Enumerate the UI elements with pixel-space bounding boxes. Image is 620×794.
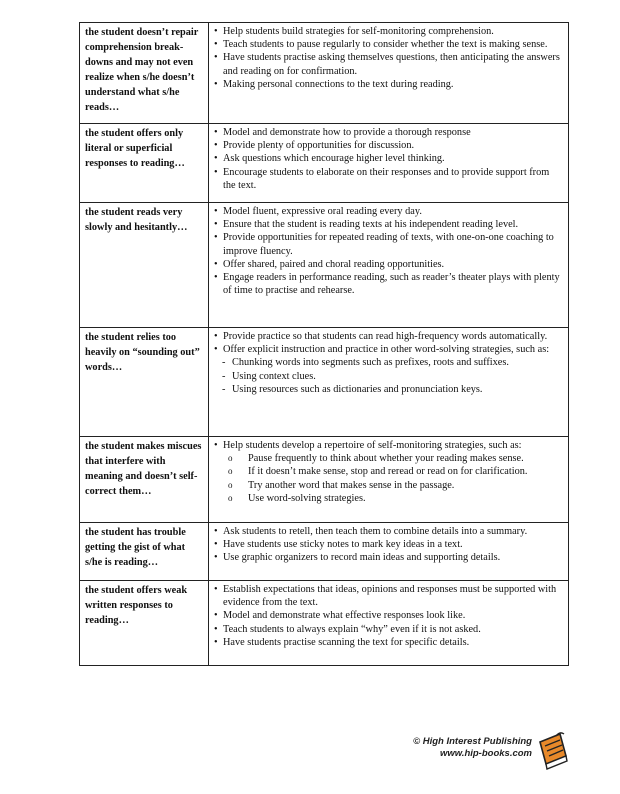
strategy-text: Offer explicit instruction and practice in other word-solving strategies, such as: xyxy=(223,344,550,356)
strategy-text: Provide opportunities for repeated reading of texts, with one-on-one coaching to improve fluency. xyxy=(223,232,554,257)
strategy-item xyxy=(214,126,563,139)
strategy-item xyxy=(214,636,563,649)
bullet-marker: • xyxy=(214,232,218,244)
bullet-marker: • xyxy=(214,623,218,635)
publisher-name: © High Interest Publishing xyxy=(413,736,532,747)
strategy-text: Using resources such as dictionaries and pronunciation keys. xyxy=(232,383,483,395)
strategy-text: Ensure that the student is reading texts at his independent reading level. xyxy=(223,219,519,231)
strategy-text: Encourage students to elaborate on their responses and to provide support from the text. xyxy=(223,166,550,191)
strategy-item xyxy=(214,258,563,271)
strategy-text: Teach students to pause regularly to consider whether the text is making sense. xyxy=(223,39,548,51)
strategy-text: Ask questions which encourage higher level thinking. xyxy=(223,153,445,165)
strategy-item xyxy=(214,439,563,452)
strategy-text: Help students build strategies for self-monitoring comprehension. xyxy=(223,26,494,37)
strategy-item xyxy=(214,139,563,152)
bullet-marker: • xyxy=(214,52,218,64)
strategy-subitem xyxy=(214,370,563,383)
strategy-item xyxy=(214,51,563,77)
strategy-item xyxy=(214,343,563,356)
strategy-text: Have students use sticky notes to mark key ideas in a text. xyxy=(223,539,463,551)
strategy-subitem xyxy=(214,479,563,492)
strategy-item xyxy=(214,205,563,218)
strategy-item xyxy=(214,538,563,551)
bullet-marker: • xyxy=(214,584,218,595)
strategy-item xyxy=(214,551,563,564)
dash-marker: - xyxy=(222,357,226,369)
strategy-item xyxy=(214,525,563,538)
problem-cell: the student reads very slowly and hesitantly… xyxy=(80,203,209,328)
circle-marker: o xyxy=(228,479,233,490)
dash-marker: - xyxy=(222,370,226,382)
strategy-text: Model fluent, expressive oral reading every day. xyxy=(223,206,422,217)
bullet-marker: • xyxy=(214,636,218,648)
strategy-row xyxy=(80,328,569,437)
bullet-marker: • xyxy=(214,610,218,622)
strategy-text: Ask students to retell, then teach them to combine details into a summary. xyxy=(223,526,528,537)
strategy-text: Try another word that makes sense in the passage. xyxy=(248,479,455,491)
strategy-item xyxy=(214,623,563,636)
bullet-marker: • xyxy=(214,552,218,564)
strategy-text: Help students develop a repertoire of self-monitoring strategies, such as: xyxy=(223,440,522,451)
strategy-subitem xyxy=(214,452,563,465)
strategy-text: Have students practise asking themselves questions, then anticipating the answers and reading on for confirmation. xyxy=(223,52,560,77)
bullet-marker: • xyxy=(214,127,218,138)
bullet-marker: • xyxy=(214,206,218,217)
strategy-item xyxy=(214,38,563,51)
bullet-marker: • xyxy=(214,219,218,231)
strategies-cell xyxy=(209,523,569,581)
problem-cell: the student offers weak written responses to reading… xyxy=(80,581,209,666)
strategy-row xyxy=(80,124,569,203)
strategy-text: Engage readers in performance reading, such as reader’s theater plays with plenty of time to practise and rehearse. xyxy=(223,272,560,297)
circle-marker: o xyxy=(228,453,233,464)
circle-marker: o xyxy=(228,492,233,503)
strategy-item xyxy=(214,166,563,192)
bullet-marker: • xyxy=(214,331,218,342)
strategy-item xyxy=(214,330,563,343)
problem-cell: the student has trouble getting the gist of what s/he is reading… xyxy=(80,523,209,581)
strategy-text: Establish expectations that ideas, opinions and responses must be supported with evidence from the text. xyxy=(223,584,557,609)
publisher-logo-icon xyxy=(536,730,570,770)
strategy-text: Pause frequently to think about whether your reading makes sense. xyxy=(248,453,524,465)
bullet-marker: • xyxy=(214,140,218,152)
strategy-subitem xyxy=(214,383,563,396)
strategy-text: Using context clues. xyxy=(232,370,316,382)
problem-cell: the student doesn’t repair comprehension break-downs and may not even realize when s/he doesn’t understand what s/he reads… xyxy=(80,23,209,124)
bullet-marker: • xyxy=(214,39,218,51)
strategies-cell xyxy=(209,203,569,328)
strategy-text: Provide plenty of opportunities for discussion. xyxy=(223,140,415,152)
strategies-table xyxy=(79,22,569,666)
strategy-row xyxy=(80,23,569,124)
strategies-cell xyxy=(209,124,569,203)
strategy-item xyxy=(214,231,563,257)
strategy-item xyxy=(214,152,563,165)
strategy-subitem xyxy=(214,492,563,505)
strategy-item xyxy=(214,218,563,231)
strategy-text: Offer shared, paired and choral reading opportunities. xyxy=(223,258,445,270)
bullet-marker: • xyxy=(214,526,218,537)
bullet-marker: • xyxy=(214,153,218,165)
bullet-marker: • xyxy=(214,26,218,37)
strategy-row xyxy=(80,523,569,581)
strategy-item xyxy=(214,271,563,297)
strategy-text: Use graphic organizers to record main ideas and supporting details. xyxy=(223,552,501,564)
bullet-marker: • xyxy=(214,272,218,284)
problem-cell: the student relies too heavily on “sounding out” words… xyxy=(80,328,209,437)
problem-cell: the student offers only literal or superficial responses to reading… xyxy=(80,124,209,203)
strategy-item xyxy=(214,609,563,622)
strategy-item xyxy=(214,583,563,609)
strategy-text: If it doesn’t make sense, stop and reread or read on for clarification. xyxy=(248,466,528,478)
strategy-subitem xyxy=(214,465,563,478)
strategy-text: Model and demonstrate what effective responses look like. xyxy=(223,610,466,622)
bullet-marker: • xyxy=(214,258,218,270)
bullet-marker: • xyxy=(214,78,218,90)
strategy-text: Chunking words into segments such as prefixes, roots and suffixes. xyxy=(232,357,509,369)
bullet-marker: • xyxy=(214,539,218,551)
strategy-item xyxy=(214,25,563,38)
problem-cell: the student makes miscues that interfere with meaning and doesn’t self-correct them… xyxy=(80,437,209,523)
strategy-text: Making personal connections to the text during reading. xyxy=(223,78,454,90)
strategy-text: Model and demonstrate how to provide a thorough response xyxy=(223,127,471,138)
strategies-cell xyxy=(209,581,569,666)
strategy-row xyxy=(80,203,569,328)
strategy-subitem xyxy=(214,356,563,369)
strategies-cell xyxy=(209,328,569,437)
publisher-footer xyxy=(413,736,532,760)
dash-marker: - xyxy=(222,383,226,395)
strategy-text: Teach students to always explain “why” even if it is not asked. xyxy=(223,623,481,635)
strategy-text: Use word-solving strategies. xyxy=(248,492,366,504)
bullet-marker: • xyxy=(214,440,218,451)
strategy-row xyxy=(80,437,569,523)
strategies-cell xyxy=(209,23,569,124)
strategies-cell xyxy=(209,437,569,523)
circle-marker: o xyxy=(228,466,233,477)
publisher-website[interactable]: www.hip-books.com xyxy=(439,748,532,759)
strategy-text: Have students practise scanning the text for specific details. xyxy=(223,636,470,648)
bullet-marker: • xyxy=(214,166,218,178)
strategy-text: Provide practice so that students can read high-frequency words automatically. xyxy=(223,331,548,342)
bullet-marker: • xyxy=(214,344,218,356)
strategy-item xyxy=(214,78,563,91)
strategy-row xyxy=(80,581,569,666)
